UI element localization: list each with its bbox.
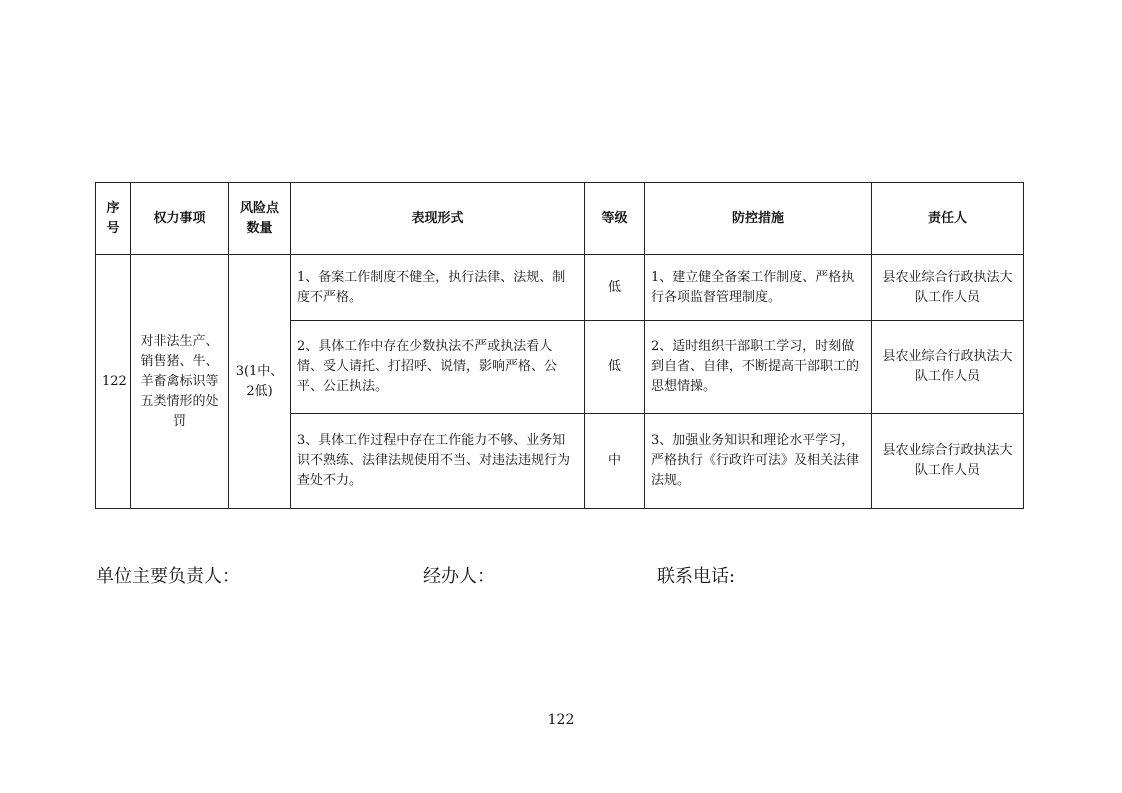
header-risk-count: 风险点数量 bbox=[229, 183, 291, 255]
cell-level: 低 bbox=[585, 321, 645, 414]
page-number: 122 bbox=[547, 712, 575, 728]
header-person: 责任人 bbox=[872, 183, 1024, 255]
header-number: 序号 bbox=[96, 183, 131, 255]
cell-measure: 3、加强业务知识和理论水平学习，严格执行《行政许可法》及相关法律法规。 bbox=[645, 414, 872, 509]
cell-measure: 1、建立健全备案工作制度、严格执行各项监督管理制度。 bbox=[645, 255, 872, 321]
cell-measure: 2、适时组织干部职工学习，时刻做到自省、自律，不断提高干部职工的思想情操。 bbox=[645, 321, 872, 414]
header-measure: 防控措施 bbox=[645, 183, 872, 255]
cell-person: 县农业综合行政执法大队工作人员 bbox=[872, 255, 1024, 321]
cell-risk-count: 3(1中、2低) bbox=[229, 255, 291, 509]
cell-form: 3、具体工作过程中存在工作能力不够、业务知识不熟练、法律法规使用不当、对违法违规行为查处不力。 bbox=[291, 414, 585, 509]
table-header-row bbox=[96, 183, 1024, 255]
header-power-item: 权力事项 bbox=[131, 183, 229, 255]
cell-power-item: 对非法生产、销售猪、牛、羊畜禽标识等五类情形的处罚 bbox=[131, 255, 229, 509]
header-level: 等级 bbox=[585, 183, 645, 255]
cell-person: 县农业综合行政执法大队工作人员 bbox=[872, 414, 1024, 509]
cell-level: 中 bbox=[585, 414, 645, 509]
cell-number: 122 bbox=[96, 255, 131, 509]
header-form: 表现形式 bbox=[291, 183, 585, 255]
table-row bbox=[96, 255, 1024, 321]
cell-form: 1、备案工作制度不健全，执行法律、法规、制度不严格。 bbox=[291, 255, 585, 321]
cell-form: 2、具体工作中存在少数执法不严或执法看人情、受人请托、打招呼、说情，影响严格、公平、公正执法。 bbox=[291, 321, 585, 414]
footer-leader-label: 单位主要负责人： bbox=[96, 566, 240, 587]
cell-person: 县农业综合行政执法大队工作人员 bbox=[872, 321, 1024, 414]
footer-phone-label: 联系电话: bbox=[657, 566, 736, 587]
footer-handler-label: 经办人： bbox=[423, 566, 495, 587]
cell-level: 低 bbox=[585, 255, 645, 321]
risk-control-table bbox=[95, 182, 1024, 509]
